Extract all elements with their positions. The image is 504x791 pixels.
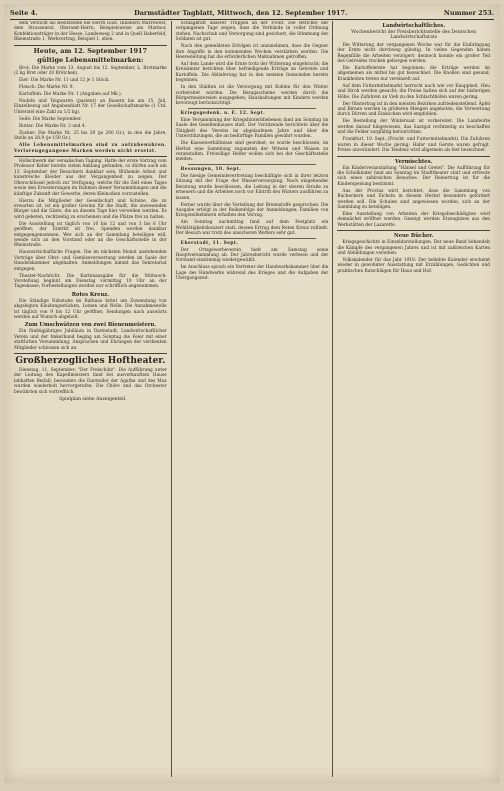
buecher-paragraph: Kriegsgeschichte in Einzeldarstellungen. Der neue Band behandelt die Kämpfe des vergangenen Jahres und ist mit zahlreichen Karten und Abbildungen versehen. [337, 240, 491, 256]
divider [337, 156, 490, 157]
divider [188, 108, 317, 109]
columns [10, 21, 494, 777]
kriegsgedenk-paragraph: Eine Versammlung der Kriegshinterbliebenen fand am Sonntag im Saale des Gesellenhauses statt. Der Vorsitzende berichtete über die Tätigkeit des Vereins im abgelaufenen Jahre und über die Unterstützungen, die an bedürftige Familien gewährt wurden. [175, 117, 329, 140]
jubilaeum-heading: Zum Umschwätzen von zwei Bienenmeistern. [24, 322, 157, 329]
local-news-paragraph: Hauswirtschaftliche Fragen. Die im nächsten Monat anstehenden Vorträge über Obst- und Gemüseverwertung werden im Saale der Handelskammer abgehalten; Anmeldungen nimmt das Sekretariat entgegen. [14, 250, 167, 272]
divider [14, 353, 167, 354]
ration-item: Kartoffeln: Die Marke Nr. 1 (Angaben auf Mk.). [19, 92, 123, 98]
column-3 [333, 21, 494, 777]
column-1 [10, 21, 172, 777]
divider [14, 45, 167, 46]
landwirtschaft-heading: Landwirtschaftliches. [382, 23, 446, 29]
vermischtes-paragraph: Eine Ausstellung von Arbeiten der Kriegsbeschädigten wird demnächst eröffnet werden. Gezeigt werden Erzeugnisse aus den Werkstätten der Lazarette. [337, 211, 491, 228]
rotes-kreuz-heading: Rotes Kreuz. [71, 291, 109, 298]
vermischtes-paragraph: Ein Kinderveranstaltung "Hänsel und Gretel". Die Aufführung für die Schulkinder fand am Sonntag im Stadttheater statt und erfreute sich eines zahlreichen Besuches. Der Reinertrag ist für die Kinderspeisung bestimmt. [337, 165, 491, 187]
front-report-paragraph: Nach den gemeldeten Erfolgen ist anzunehmen, dass die Gegner ihre Angriffe in den kommenden Wochen verstärken werden. Die Heeresleitung hat die erforderlichen Maßnahmen getroffen. [175, 44, 329, 61]
bessungen-paragraph: Die hiesige Gemeindevertretung beschäftigte sich in ihrer letzten Sitzung mit der Frage der Wasserversorgung. Nach eingehender Beratung wurde beschlossen, die Leitung in der oberen Straße zu erneuern und die Arbeiten noch vor Eintritt des Winters ausführen zu lassen. [175, 173, 329, 201]
divider [14, 156, 167, 157]
landwirtschaft-paragraph: Die Witterung der vergangenen Woche war für die Einbringung der Ernte nicht durchweg günstig. In vielen Gegenden haben Regenfälle die Arbeiten verzögert; dennoch konnte ein großer Teil des Getreides trocken geborgen werden. [337, 42, 491, 65]
theater-footer: Spielplan siehe Anzeigenteil. [59, 396, 127, 402]
ration-item: Zucker: Die Marke Nr. 25 bis 29 (je 200 Gr.), in den die Jahre, Stelle an 28.9 (je 150 Gr.). [14, 130, 167, 142]
landwirtschaft-paragraph: Die Bestellung der Wintersaat ist vorbereitet. Die Landwirte werden darauf hingewiesen, das Saatgut rechtzeitig zu beschaffen und die Felder sorgfältig herzurichten. [337, 119, 491, 136]
ration-item: Brot: Die Marke vom 13. August bis 12. September, L. Brotmarke (2 kg Brot oder 20 Brötchen). [14, 65, 167, 77]
landwirtschaft-paragraph: Der Obstertrag ist in den meisten Bezirken zufriedenstellend. Äpfel und Birnen werden in größeren Mengen angeboten; die Verwertung durch Dörren und Einkochen wird empfohlen. [337, 101, 491, 118]
local-news-paragraph: Die Ausstellung ist täglich von 10 bis 12 und von 3 bis 6 Uhr geöffnet; der Eintritt ist frei, Spenden werden dankbar entgegengenommen. Wer sich an der Sammlung beteiligen will, wende sich an den Vorstand oder an die Geschäftsstelle in der Rheinstraße. [14, 221, 167, 249]
eberstadt-heading: Eberstadt, 11. Sept. [180, 240, 239, 246]
rotes-kreuz-text: Die Ständige Nähstube im Rathaus bittet um Zuwendung von abgelegten Kleidungsstücken, Leinen und Wolle. Die Annahmestelle ist täglich von 9 bis 12 Uhr geöffnet; Sendungen nach auswärts werden auf Wunsch abgeholt. [14, 298, 167, 320]
ration-item: Seife: Die Marke September. [19, 116, 82, 122]
front-report-paragraph: Auf dem Lande wird die Ernte trotz der Witterung eingebracht; die Kreisämter berichten über befriedigende Erträge an Getreide und Kartoffeln. Die Ablieferung hat in den meisten Gemeinden bereits begonnen. [175, 62, 329, 84]
bessungen-heading: Bessungen, 10. Sept. [180, 166, 242, 172]
ration-item: Butter: Die Marke Nr. 3 und 4. [19, 123, 86, 129]
landwirtschaft-subheading: Wochenbericht der Preisberichtsstelle des Deutschen Landwirtschaftsrats [351, 30, 477, 41]
page-number: Seite 4. [10, 9, 38, 17]
divider [188, 238, 317, 239]
intro-text: dem Verzicht als Besitzstelle bei Herrn Gust. Inhabern Marrowest, dem Strassenrat, Oberamt-Herrn, Beispielsweise am Marmor, Konfektionsträger in der Hesse, Landesweg 2 und in Quell Haberfeld, Rheinstraße 1, Werkvertrag, Beispiel 1, eben. [14, 21, 167, 43]
kriegsgedenk-heading: Kriegsgedenk. u. E. 12. Sept. [180, 110, 266, 116]
rations-heading: Heute, am 12. September 1917 [33, 46, 148, 55]
buecher-paragraph: Volkskalender für das Jahr 1918. Der beliebte Kalender erscheint wieder in gewohnter Ausstattung mit Erzählungen, Gedichten und praktischen Ratschlägen für Haus und Hof. [337, 257, 491, 274]
masthead [10, 7, 494, 20]
local-news-paragraph: Hierzu die Mitglieder der Gesellschaft und Schöne, die zu erwarten ist, ist ein großer Gewinn für die Stadt, die anwesenden Bürger und die Gäste, die an diesem Tage hier verweilen werden. Es wird gebeten, rechtzeitig zu erscheinen und die Plätze frei zu halten. [14, 198, 167, 220]
theater-heading: Großherzogliches Hoftheater. [15, 356, 166, 367]
divider [188, 164, 317, 165]
bessungen-paragraph: Am Sonntag nachmittag fand auf dem Festplatz ein Wohltätigkeitskonzert statt, dessen Ertrag dem Roten Kreuz zufließt. Der Besuch war trotz des unsicheren Wetters sehr gut. [175, 220, 329, 237]
divider [337, 230, 490, 231]
issue-number: Nummer 253. [443, 9, 494, 17]
local-news-paragraph: Theater-Nachricht. Die Kartenausgabe für die Mittwoch-Vorstellung beginnt am Dienstag vormittag 10 Uhr an der Tageskasse; Vorbestellungen werden nur schriftlich angenommen. [14, 273, 167, 290]
landwirtschaft-paragraph: Frankfurt, 10. Sept. (Frucht- und Futtermittelmarkt). Die Zufuhren waren in dieser Woche gering; Hafer und Gerste waren gefragt. Preise unverändert. Die Tendenz wird allgemein als fest bezeichnet. [337, 137, 491, 154]
vermischtes-heading: Vermischtes. [395, 158, 433, 165]
buecher-heading: Neue Bücher. [393, 233, 434, 240]
rations-subheading: gültige Lebensmittelmarken: [37, 56, 144, 65]
rations-notice: Alle Lebensmittelmarken sind zu aufzubewahren. Verlorengegangene Marken werden nicht ersetzt. [14, 143, 167, 154]
landwirtschaft-paragraph: Die Kartoffelernte hat begonnen; die Erträge werden im allgemeinen als mittel bis gut bezeichnet. Die Knollen sind gesund, Krankheiten treten nur vereinzelt auf. [337, 66, 491, 82]
column-2 [172, 21, 334, 777]
vermischtes-paragraph: Aus der Provinz wird berichtet, dass die Sammlung von Bucheckern und Eicheln in diesem Herbst besonders gefördert werden soll. Die Schulen sind angewiesen worden, sich an der Sammlung zu beteiligen. [337, 188, 491, 210]
front-report-paragraph: In den Städten ist die Versorgung mit Kohlen für den Winter vorbereitet worden. Die Bezugsscheine werden durch die Bürgermeistereien ausgegeben; Haushaltungen mit Kindern werden bevorzugt berücksichtigt. [175, 85, 329, 107]
front-report-paragraph: Schlagkraft unserer Truppen an der Front. Die Berichte der vergangenen Tage zeigen, dass die Verbände in voller Ordnung stehen. Nachschub und Versorgung sind gesichert, die Stimmung der Soldaten ist gut. [175, 21, 329, 43]
jubilaeum-text: Ein fünfzigjähriges Jubiläum in Darmstadt, Landwirtschaftlicher Verein und der Imkerbund beging am Sonntag die Feier mit einer stattlichen Versammlung; Ansprachen und Ehrungen der verdienten Mitglieder schlossen sich an. [14, 329, 167, 351]
bessungen-paragraph: Ferner wurde über die Verteilung der Brennstoffe gesprochen. Die Ausgabe erfolgt in der Reihenfolge der Anmeldungen; Familien von Kriegsteilnehmern erhalten den Vorzug. [175, 202, 329, 219]
ration-item: Nudeln und Teigwaren (pasteur) an Bauern bis am 15. Juli, Einzelbezug auf Angabenblatt Nr. 17 der Gesellschaftsmarke (1 Ctd. Unterziel eine Zahl zu 1/2 kg). [14, 99, 167, 115]
ration-item: Eier: Die Marke Nr. 11 und 12 je 1 Stück. [19, 78, 110, 84]
theater-text: Dienstag, 11. September: "Der Freischütz". Die Aufführung unter der Leitung des Kapellmeisters fand bei ausverkauftem Hause lebhaften Beifall; besonders die Darsteller der Agathe und des Max wurden wiederholt hervorgerufen. Die Chöre und das Orchester bewährten sich vortrefflich. [14, 368, 167, 395]
newspaper-page [4, 4, 500, 783]
eberstadt-paragraph: Im Anschluss sprach ein Vertreter der Handwerkskammer über die Lage des Handwerks während des Krieges und die Aufgaben der Übergangszeit. [175, 265, 329, 282]
landwirtschaft-paragraph: Auf dem Futtermittelmarkt herrscht nach wie vor Knappheit. Heu und Stroh werden gesucht; die Preise halten sich auf der bisherigen Höhe. Die Zufuhren an Vieh zu den Schlachthöfen waren gering. [337, 83, 491, 100]
rations-list [14, 66, 167, 142]
ration-item: Fleisch: Die Marke Nr. 9. [19, 85, 74, 91]
eberstadt-paragraph: Der Ortsgewerbeverein hielt am Samstag seine Hauptversammlung ab. Der Jahresbericht wurde verlesen und der Vorstand einstimmig wiedergewählt. [175, 247, 329, 264]
newspaper-title-date: Darmstädter Tagblatt, Mittwoch, den 12. September 1917. [134, 9, 348, 17]
local-news-paragraph: Höllschwerk der versalischen Tagung. Hatte der erste Vortrag vom Professor Keller bereits vielen Anklang gefunden, so dürfen auch am 13. September der Besuchern dankbar sein, Blühende Arbeit und kunstreiche Kleider aus der Vergangenheit zu zeigen. Der Oberschlüssel jedoch zur Verfügung, welche für die Zeit eines Tages sowie den Erweiterungen im Rahmen dieser Versammlungen und die künftige Zukunft der Gewerbe, deren Kleinodien vorzustellen. [14, 159, 167, 197]
kriegsgedenk-paragraph: Die Kassenverhältnisse sind geordnet; es wurde beschlossen, im Herbst eine Sammlung zugunsten der Witwen und Waisen zu veranstalten. Freiwillige Helfer wollen sich bei der Geschäftsstelle melden. [175, 141, 329, 163]
